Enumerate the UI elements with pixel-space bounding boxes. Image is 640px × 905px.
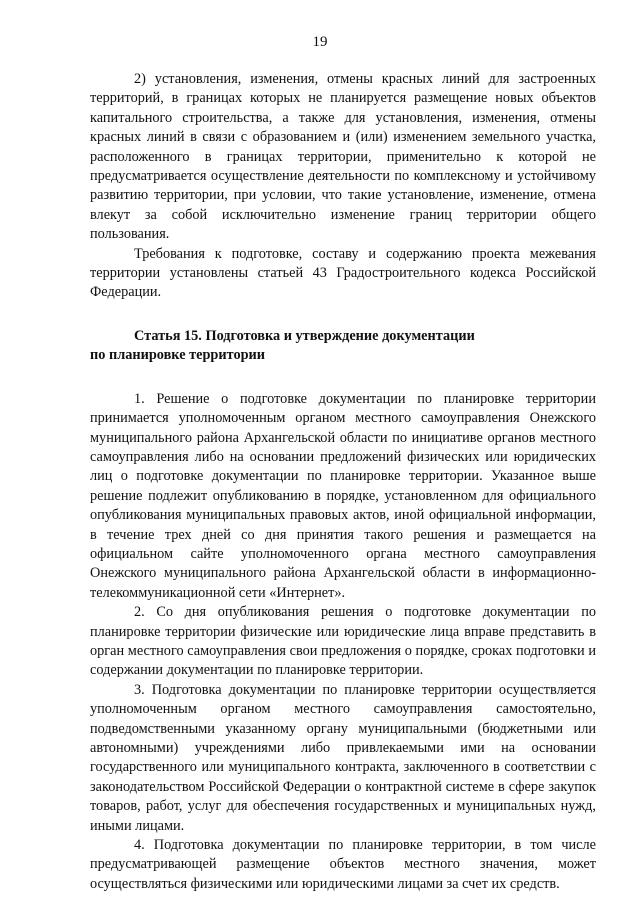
paragraph-item-2: 2) установления, изменения, отмены красных линий для застроенных территорий, в границах которых не планируется размещение новых объектов капитального строительства, а также для установления, изменения, отмены красных линий в связи с образованием и (или) изменением земельного участка, расположенного в границах территории, применительно к которой не предусматривается осуществление деятельности по комплексному и устойчивому развитию территории, при условии, что такие установление, изменение, отмена влекут за собой исключительно изменение границ территории общего пользования. — [90, 71, 596, 243]
spacer — [90, 366, 596, 390]
paragraph-item-2b: 2. Со дня опубликования решения о подготовке документации по планировке территории физические или юридические лица вправе представить в орган местного самоуправления свои предложения о порядке, сроках подготовки и содержании документации по планировке территории. — [90, 604, 596, 679]
paragraph-item-4: 4. Подготовка документации по планировке территории, в том числе предусматривающей размещение объектов местного значения, может осуществляться физическими или юридическими лицами за счет их средств. — [90, 837, 596, 892]
paragraph-requirements: Требования к подготовке, составу и содержанию проекта межевания территории установлены статьей 43 Градостроительного кодекса Российской Федерации. — [90, 245, 596, 301]
paragraph-item-1: 1. Решение о подготовке документации по планировке территории принимается уполномоченным органом местного самоуправления Онежского муниципального района Архангельской области по инициативе органов местного самоуправления либо на основании предложений физических или юридических лиц о подготовке документации по планировке территории. Указанное выше решение подлежит опубликованию в порядке, установленном для официального опубликования муниципальных правовых актов, иной официальной информации, в течение трех дней со дня принятия такого решения и размещается на официальном сайте уполномоченного органа местного самоуправления Онежского муниципального района Архангельской области в информационно-телекоммуникационной сети «Интернет». — [90, 390, 596, 601]
article-title — [90, 327, 596, 346]
article-title-line1: Статья 15. Подготовка и утверждение документации — [134, 327, 475, 344]
page-number: 19 — [312, 34, 328, 50]
page-body — [90, 70, 596, 894]
spacer — [90, 303, 596, 327]
paragraph-item-3: 3. Подготовка документации по планировке территории осуществляется уполномоченным органом местного самоуправления самостоятельно, подведомственными указанному органу муниципальными (бюджетными или автономными) учреждениями либо привлекаемыми ими на основании государственного или муниципального контракта, заключенного в соответствии с законодательством Российской Федерации о контрактной системе в сфере закупок товаров, работ, услуг для обеспечения государственных и муниципальных нужд, иными лицами. — [90, 681, 596, 834]
article-title-continued: по планировке территории — [90, 347, 266, 364]
